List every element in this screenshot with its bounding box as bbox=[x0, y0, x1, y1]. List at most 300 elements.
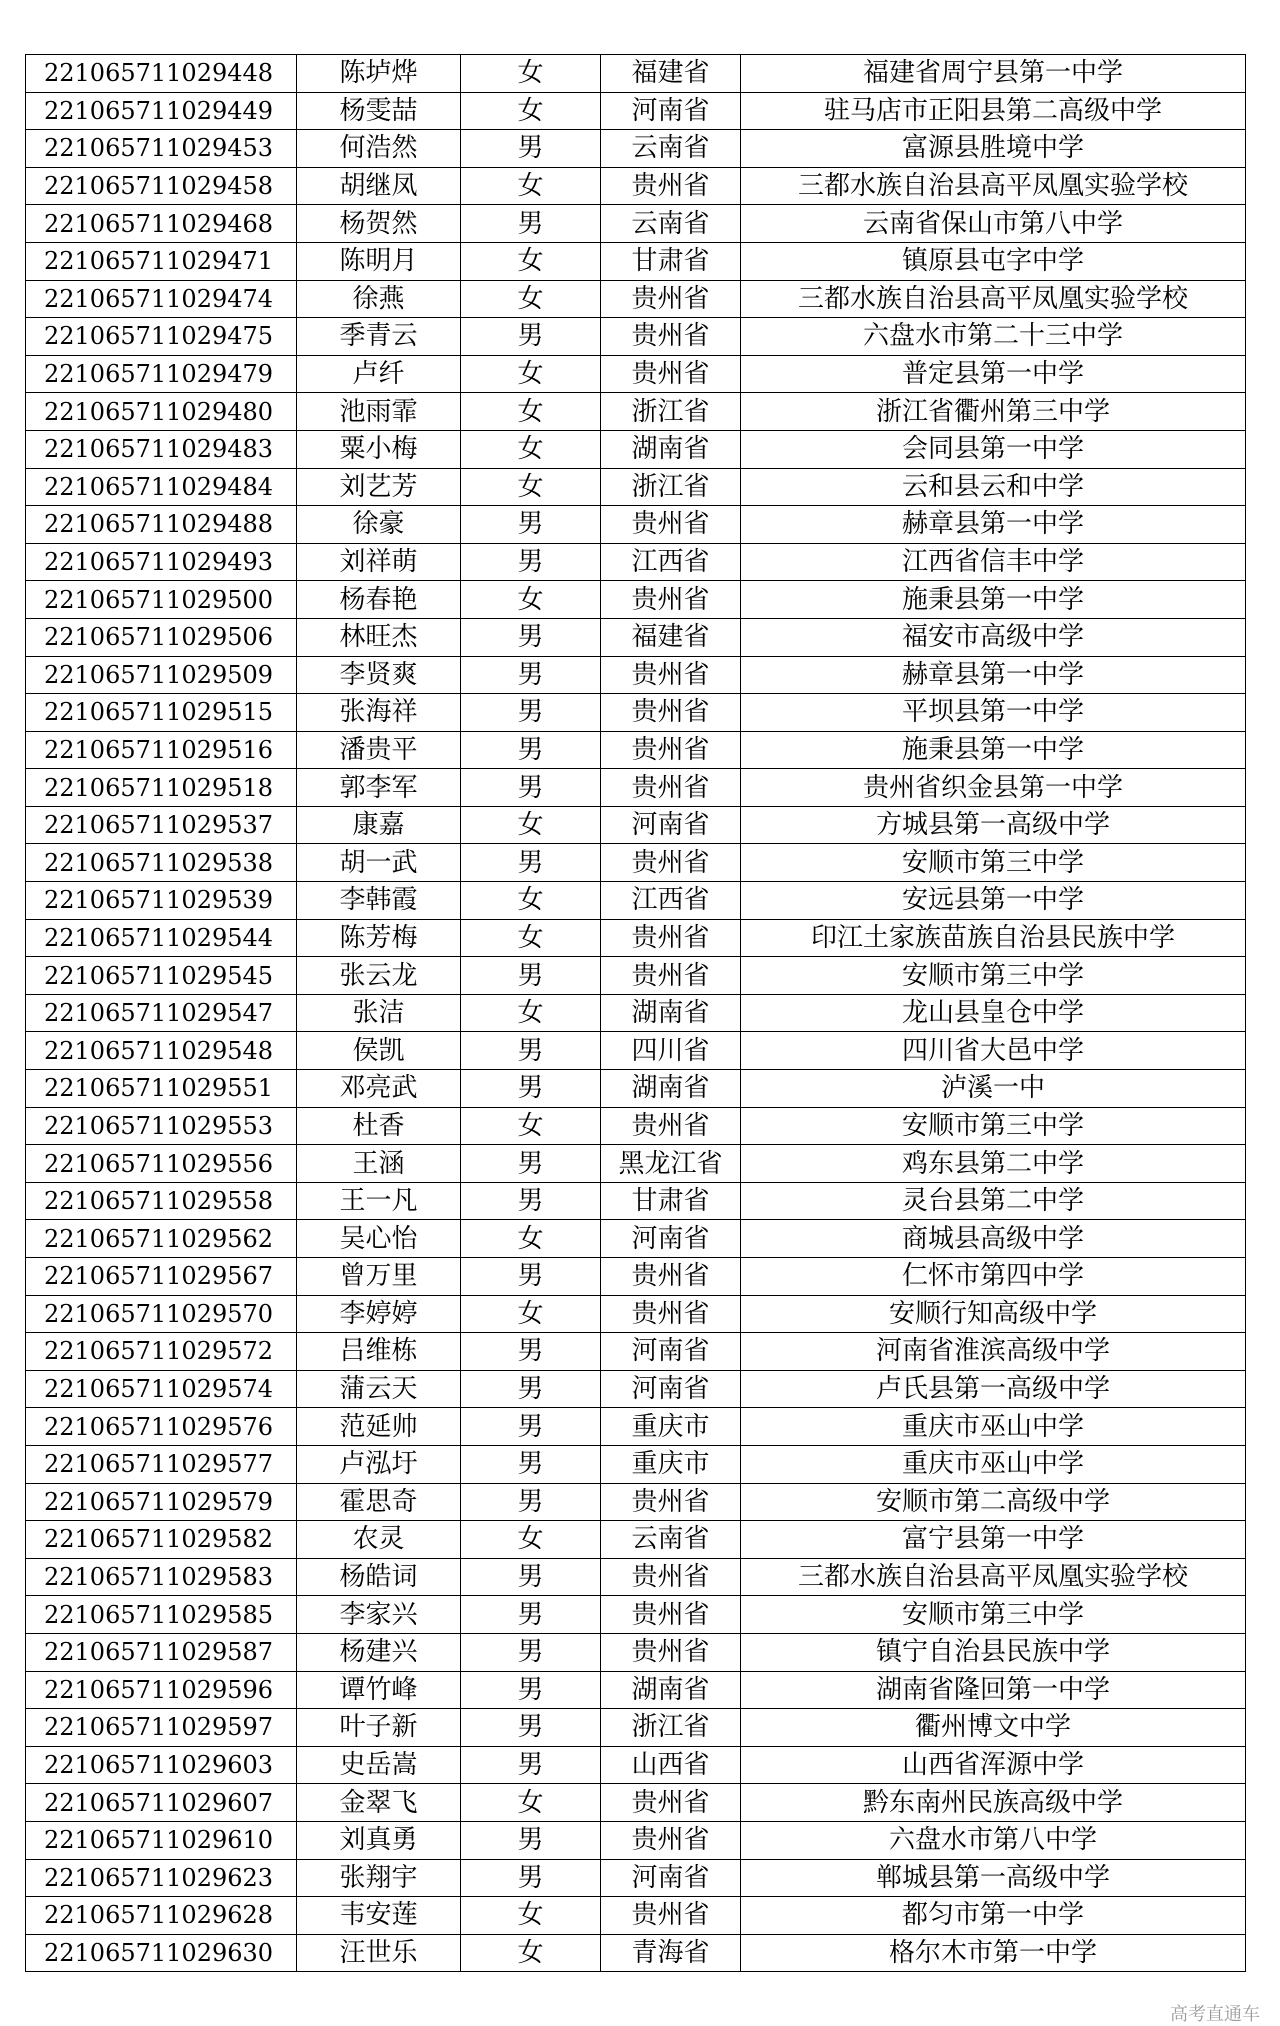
table-row bbox=[26, 1445, 1246, 1483]
student-id-cell: 221065711029480 bbox=[26, 393, 297, 431]
table-row bbox=[26, 1145, 1246, 1183]
student-id-cell: 221065711029596 bbox=[26, 1671, 297, 1709]
name-cell: 谭竹峰 bbox=[297, 1671, 461, 1709]
name-cell: 杜香 bbox=[297, 1107, 461, 1145]
province-cell: 湖南省 bbox=[601, 1070, 741, 1108]
name-cell: 卢泓圩 bbox=[297, 1445, 461, 1483]
province-cell: 贵州省 bbox=[601, 1897, 741, 1935]
table-row bbox=[26, 1709, 1246, 1747]
student-id-cell: 221065711029630 bbox=[26, 1934, 297, 1972]
province-cell: 贵州省 bbox=[601, 1596, 741, 1634]
student-id-cell: 221065711029577 bbox=[26, 1445, 297, 1483]
name-cell: 陈垆烨 bbox=[297, 55, 461, 93]
province-cell: 青海省 bbox=[601, 1934, 741, 1972]
student-id-cell: 221065711029572 bbox=[26, 1333, 297, 1371]
table-row bbox=[26, 769, 1246, 807]
school-cell: 灵台县第二中学 bbox=[741, 1182, 1246, 1220]
table-row bbox=[26, 581, 1246, 619]
name-cell: 陈芳梅 bbox=[297, 919, 461, 957]
admission-roster-table bbox=[25, 54, 1246, 1972]
province-cell: 浙江省 bbox=[601, 468, 741, 506]
province-cell: 河南省 bbox=[601, 1220, 741, 1258]
gender-cell: 女 bbox=[461, 1934, 601, 1972]
gender-cell: 女 bbox=[461, 919, 601, 957]
name-cell: 林旺杰 bbox=[297, 618, 461, 656]
name-cell: 范延帅 bbox=[297, 1408, 461, 1446]
province-cell: 湖南省 bbox=[601, 1671, 741, 1709]
name-cell: 季青云 bbox=[297, 318, 461, 356]
province-cell: 云南省 bbox=[601, 1521, 741, 1559]
student-id-cell: 221065711029471 bbox=[26, 242, 297, 280]
name-cell: 康嘉 bbox=[297, 806, 461, 844]
student-id-cell: 221065711029544 bbox=[26, 919, 297, 957]
province-cell: 甘肃省 bbox=[601, 1182, 741, 1220]
gender-cell: 女 bbox=[461, 167, 601, 205]
province-cell: 贵州省 bbox=[601, 1258, 741, 1296]
student-id-cell: 221065711029574 bbox=[26, 1370, 297, 1408]
gender-cell: 男 bbox=[461, 205, 601, 243]
province-cell: 贵州省 bbox=[601, 919, 741, 957]
province-cell: 云南省 bbox=[601, 205, 741, 243]
table-row bbox=[26, 318, 1246, 356]
school-cell: 镇原县屯字中学 bbox=[741, 242, 1246, 280]
province-cell: 湖南省 bbox=[601, 994, 741, 1032]
gender-cell: 女 bbox=[461, 581, 601, 619]
table-row bbox=[26, 1859, 1246, 1897]
gender-cell: 男 bbox=[461, 1633, 601, 1671]
table-row bbox=[26, 806, 1246, 844]
school-cell: 印江土家族苗族自治县民族中学 bbox=[741, 919, 1246, 957]
student-id-cell: 221065711029576 bbox=[26, 1408, 297, 1446]
student-id-cell: 221065711029483 bbox=[26, 430, 297, 468]
table-row bbox=[26, 430, 1246, 468]
name-cell: 李家兴 bbox=[297, 1596, 461, 1634]
name-cell: 刘祥萌 bbox=[297, 543, 461, 581]
name-cell: 何浩然 bbox=[297, 130, 461, 168]
student-id-cell: 221065711029537 bbox=[26, 806, 297, 844]
gender-cell: 女 bbox=[461, 1295, 601, 1333]
province-cell: 福建省 bbox=[601, 618, 741, 656]
school-cell: 会同县第一中学 bbox=[741, 430, 1246, 468]
name-cell: 杨春艳 bbox=[297, 581, 461, 619]
school-cell: 贵州省织金县第一中学 bbox=[741, 769, 1246, 807]
student-id-cell: 221065711029493 bbox=[26, 543, 297, 581]
school-cell: 浙江省衢州第三中学 bbox=[741, 393, 1246, 431]
name-cell: 张云龙 bbox=[297, 957, 461, 995]
table-row bbox=[26, 694, 1246, 732]
province-cell: 山西省 bbox=[601, 1746, 741, 1784]
province-cell: 河南省 bbox=[601, 1370, 741, 1408]
school-cell: 云南省保山市第八中学 bbox=[741, 205, 1246, 243]
school-cell: 重庆市巫山中学 bbox=[741, 1445, 1246, 1483]
gender-cell: 女 bbox=[461, 468, 601, 506]
name-cell: 杨雯喆 bbox=[297, 92, 461, 130]
province-cell: 浙江省 bbox=[601, 393, 741, 431]
student-id-cell: 221065711029484 bbox=[26, 468, 297, 506]
table-row bbox=[26, 393, 1246, 431]
name-cell: 邓亮武 bbox=[297, 1070, 461, 1108]
student-id-cell: 221065711029610 bbox=[26, 1821, 297, 1859]
table-row bbox=[26, 242, 1246, 280]
name-cell: 刘艺芳 bbox=[297, 468, 461, 506]
name-cell: 侯凯 bbox=[297, 1032, 461, 1070]
school-cell: 重庆市巫山中学 bbox=[741, 1408, 1246, 1446]
school-cell: 赫章县第一中学 bbox=[741, 656, 1246, 694]
school-cell: 龙山县皇仓中学 bbox=[741, 994, 1246, 1032]
school-cell: 湖南省隆回第一中学 bbox=[741, 1671, 1246, 1709]
province-cell: 黑龙江省 bbox=[601, 1145, 741, 1183]
table-row bbox=[26, 919, 1246, 957]
gender-cell: 男 bbox=[461, 1859, 601, 1897]
name-cell: 王一凡 bbox=[297, 1182, 461, 1220]
table-row bbox=[26, 1483, 1246, 1521]
school-cell: 鸡东县第二中学 bbox=[741, 1145, 1246, 1183]
student-id-cell: 221065711029597 bbox=[26, 1709, 297, 1747]
school-cell: 镇宁自治县民族中学 bbox=[741, 1633, 1246, 1671]
table-row bbox=[26, 1558, 1246, 1596]
school-cell: 安顺市第二高级中学 bbox=[741, 1483, 1246, 1521]
student-id-cell: 221065711029567 bbox=[26, 1258, 297, 1296]
gender-cell: 男 bbox=[461, 1709, 601, 1747]
student-id-cell: 221065711029603 bbox=[26, 1746, 297, 1784]
gender-cell: 男 bbox=[461, 1408, 601, 1446]
table-row bbox=[26, 1746, 1246, 1784]
gender-cell: 男 bbox=[461, 1746, 601, 1784]
name-cell: 王涵 bbox=[297, 1145, 461, 1183]
province-cell: 贵州省 bbox=[601, 1295, 741, 1333]
school-cell: 赫章县第一中学 bbox=[741, 506, 1246, 544]
student-id-cell: 221065711029583 bbox=[26, 1558, 297, 1596]
province-cell: 贵州省 bbox=[601, 957, 741, 995]
table-row bbox=[26, 280, 1246, 318]
table-row bbox=[26, 205, 1246, 243]
student-id-cell: 221065711029585 bbox=[26, 1596, 297, 1634]
gender-cell: 女 bbox=[461, 1897, 601, 1935]
table-row bbox=[26, 1107, 1246, 1145]
province-cell: 云南省 bbox=[601, 130, 741, 168]
student-id-cell: 221065711029579 bbox=[26, 1483, 297, 1521]
gender-cell: 女 bbox=[461, 882, 601, 920]
gender-cell: 男 bbox=[461, 130, 601, 168]
school-cell: 安顺市第三中学 bbox=[741, 844, 1246, 882]
school-cell: 卢氏县第一高级中学 bbox=[741, 1370, 1246, 1408]
gender-cell: 女 bbox=[461, 1107, 601, 1145]
table-row bbox=[26, 1784, 1246, 1822]
school-cell: 福安市高级中学 bbox=[741, 618, 1246, 656]
name-cell: 杨皓词 bbox=[297, 1558, 461, 1596]
province-cell: 贵州省 bbox=[601, 355, 741, 393]
student-id-cell: 221065711029479 bbox=[26, 355, 297, 393]
name-cell: 张洁 bbox=[297, 994, 461, 1032]
province-cell: 重庆市 bbox=[601, 1408, 741, 1446]
province-cell: 贵州省 bbox=[601, 1558, 741, 1596]
student-id-cell: 221065711029474 bbox=[26, 280, 297, 318]
name-cell: 杨贺然 bbox=[297, 205, 461, 243]
gender-cell: 男 bbox=[461, 1671, 601, 1709]
province-cell: 福建省 bbox=[601, 55, 741, 93]
name-cell: 汪世乐 bbox=[297, 1934, 461, 1972]
name-cell: 刘真勇 bbox=[297, 1821, 461, 1859]
province-cell: 贵州省 bbox=[601, 1633, 741, 1671]
province-cell: 贵州省 bbox=[601, 318, 741, 356]
province-cell: 贵州省 bbox=[601, 1483, 741, 1521]
table-row bbox=[26, 1671, 1246, 1709]
province-cell: 贵州省 bbox=[601, 1821, 741, 1859]
name-cell: 霍思奇 bbox=[297, 1483, 461, 1521]
province-cell: 重庆市 bbox=[601, 1445, 741, 1483]
school-cell: 都匀市第一中学 bbox=[741, 1897, 1246, 1935]
gender-cell: 女 bbox=[461, 1521, 601, 1559]
gender-cell: 女 bbox=[461, 242, 601, 280]
student-id-cell: 221065711029500 bbox=[26, 581, 297, 619]
gender-cell: 男 bbox=[461, 1596, 601, 1634]
province-cell: 湖南省 bbox=[601, 430, 741, 468]
school-cell: 普定县第一中学 bbox=[741, 355, 1246, 393]
gender-cell: 男 bbox=[461, 1070, 601, 1108]
gender-cell: 女 bbox=[461, 393, 601, 431]
student-id-cell: 221065711029509 bbox=[26, 656, 297, 694]
province-cell: 贵州省 bbox=[601, 167, 741, 205]
gender-cell: 男 bbox=[461, 731, 601, 769]
table-row bbox=[26, 1220, 1246, 1258]
school-cell: 施秉县第一中学 bbox=[741, 731, 1246, 769]
table-row bbox=[26, 1032, 1246, 1070]
student-id-cell: 221065711029516 bbox=[26, 731, 297, 769]
watermark-text: 高考直通车 bbox=[1170, 2004, 1260, 2025]
table-row bbox=[26, 1934, 1246, 1972]
student-id-cell: 221065711029556 bbox=[26, 1145, 297, 1183]
table-row bbox=[26, 618, 1246, 656]
name-cell: 农灵 bbox=[297, 1521, 461, 1559]
province-cell: 浙江省 bbox=[601, 1709, 741, 1747]
name-cell: 吴心怡 bbox=[297, 1220, 461, 1258]
province-cell: 江西省 bbox=[601, 882, 741, 920]
table-row bbox=[26, 844, 1246, 882]
name-cell: 张翔宇 bbox=[297, 1859, 461, 1897]
gender-cell: 男 bbox=[461, 543, 601, 581]
name-cell: 李贤爽 bbox=[297, 656, 461, 694]
school-cell: 安顺市第三中学 bbox=[741, 957, 1246, 995]
school-cell: 江西省信丰中学 bbox=[741, 543, 1246, 581]
school-cell: 衢州博文中学 bbox=[741, 1709, 1246, 1747]
gender-cell: 男 bbox=[461, 844, 601, 882]
table-row bbox=[26, 1295, 1246, 1333]
table-row bbox=[26, 167, 1246, 205]
table-row bbox=[26, 731, 1246, 769]
gender-cell: 女 bbox=[461, 994, 601, 1032]
table-row bbox=[26, 1258, 1246, 1296]
table-row bbox=[26, 994, 1246, 1032]
gender-cell: 女 bbox=[461, 1784, 601, 1822]
school-cell: 安顺行知高级中学 bbox=[741, 1295, 1246, 1333]
student-id-cell: 221065711029570 bbox=[26, 1295, 297, 1333]
gender-cell: 男 bbox=[461, 656, 601, 694]
student-id-cell: 221065711029448 bbox=[26, 55, 297, 93]
gender-cell: 男 bbox=[461, 1032, 601, 1070]
table-row bbox=[26, 1897, 1246, 1935]
gender-cell: 女 bbox=[461, 280, 601, 318]
student-id-cell: 221065711029628 bbox=[26, 1897, 297, 1935]
province-cell: 河南省 bbox=[601, 1333, 741, 1371]
table-row bbox=[26, 1521, 1246, 1559]
gender-cell: 男 bbox=[461, 1483, 601, 1521]
school-cell: 富源县胜境中学 bbox=[741, 130, 1246, 168]
student-id-cell: 221065711029515 bbox=[26, 694, 297, 732]
name-cell: 李韩霞 bbox=[297, 882, 461, 920]
gender-cell: 女 bbox=[461, 430, 601, 468]
school-cell: 施秉县第一中学 bbox=[741, 581, 1246, 619]
table-row bbox=[26, 957, 1246, 995]
province-cell: 贵州省 bbox=[601, 1107, 741, 1145]
gender-cell: 男 bbox=[461, 1370, 601, 1408]
name-cell: 韦安莲 bbox=[297, 1897, 461, 1935]
student-id-cell: 221065711029548 bbox=[26, 1032, 297, 1070]
school-cell: 三都水族自治县高平凤凰实验学校 bbox=[741, 1558, 1246, 1596]
table-row bbox=[26, 882, 1246, 920]
name-cell: 徐燕 bbox=[297, 280, 461, 318]
province-cell: 贵州省 bbox=[601, 731, 741, 769]
table-row bbox=[26, 55, 1246, 93]
name-cell: 胡继凤 bbox=[297, 167, 461, 205]
gender-cell: 男 bbox=[461, 318, 601, 356]
school-cell: 安顺市第三中学 bbox=[741, 1107, 1246, 1145]
student-id-cell: 221065711029587 bbox=[26, 1633, 297, 1671]
table-row bbox=[26, 1821, 1246, 1859]
student-id-cell: 221065711029582 bbox=[26, 1521, 297, 1559]
school-cell: 平坝县第一中学 bbox=[741, 694, 1246, 732]
student-id-cell: 221065711029547 bbox=[26, 994, 297, 1032]
school-cell: 格尔木市第一中学 bbox=[741, 1934, 1246, 1972]
name-cell: 徐豪 bbox=[297, 506, 461, 544]
province-cell: 河南省 bbox=[601, 806, 741, 844]
student-id-cell: 221065711029458 bbox=[26, 167, 297, 205]
student-id-cell: 221065711029607 bbox=[26, 1784, 297, 1822]
table-row bbox=[26, 1408, 1246, 1446]
gender-cell: 男 bbox=[461, 694, 601, 732]
school-cell: 驻马店市正阳县第二高级中学 bbox=[741, 92, 1246, 130]
gender-cell: 男 bbox=[461, 618, 601, 656]
table-row bbox=[26, 1182, 1246, 1220]
table-row bbox=[26, 468, 1246, 506]
gender-cell: 男 bbox=[461, 1145, 601, 1183]
province-cell: 河南省 bbox=[601, 1859, 741, 1897]
province-cell: 贵州省 bbox=[601, 581, 741, 619]
name-cell: 金翠飞 bbox=[297, 1784, 461, 1822]
school-cell: 黔东南州民族高级中学 bbox=[741, 1784, 1246, 1822]
roster-body bbox=[26, 55, 1246, 1972]
name-cell: 曾万里 bbox=[297, 1258, 461, 1296]
province-cell: 贵州省 bbox=[601, 506, 741, 544]
school-cell: 商城县高级中学 bbox=[741, 1220, 1246, 1258]
province-cell: 贵州省 bbox=[601, 280, 741, 318]
name-cell: 潘贵平 bbox=[297, 731, 461, 769]
student-id-cell: 221065711029538 bbox=[26, 844, 297, 882]
name-cell: 粟小梅 bbox=[297, 430, 461, 468]
school-cell: 安顺市第三中学 bbox=[741, 1596, 1246, 1634]
school-cell: 云和县云和中学 bbox=[741, 468, 1246, 506]
student-id-cell: 221065711029449 bbox=[26, 92, 297, 130]
table-row bbox=[26, 130, 1246, 168]
name-cell: 池雨霏 bbox=[297, 393, 461, 431]
school-cell: 郸城县第一高级中学 bbox=[741, 1859, 1246, 1897]
province-cell: 贵州省 bbox=[601, 1784, 741, 1822]
name-cell: 杨建兴 bbox=[297, 1633, 461, 1671]
province-cell: 四川省 bbox=[601, 1032, 741, 1070]
table-row bbox=[26, 92, 1246, 130]
student-id-cell: 221065711029468 bbox=[26, 205, 297, 243]
school-cell: 山西省浑源中学 bbox=[741, 1746, 1246, 1784]
student-id-cell: 221065711029562 bbox=[26, 1220, 297, 1258]
school-cell: 六盘水市第八中学 bbox=[741, 1821, 1246, 1859]
gender-cell: 女 bbox=[461, 55, 601, 93]
school-cell: 方城县第一高级中学 bbox=[741, 806, 1246, 844]
student-id-cell: 221065711029475 bbox=[26, 318, 297, 356]
gender-cell: 男 bbox=[461, 957, 601, 995]
province-cell: 江西省 bbox=[601, 543, 741, 581]
school-cell: 四川省大邑中学 bbox=[741, 1032, 1246, 1070]
student-id-cell: 221065711029551 bbox=[26, 1070, 297, 1108]
gender-cell: 男 bbox=[461, 1333, 601, 1371]
name-cell: 陈明月 bbox=[297, 242, 461, 280]
gender-cell: 男 bbox=[461, 769, 601, 807]
student-id-cell: 221065711029558 bbox=[26, 1182, 297, 1220]
province-cell: 河南省 bbox=[601, 92, 741, 130]
student-id-cell: 221065711029539 bbox=[26, 882, 297, 920]
table-row bbox=[26, 506, 1246, 544]
table-row bbox=[26, 656, 1246, 694]
gender-cell: 男 bbox=[461, 1558, 601, 1596]
school-cell: 六盘水市第二十三中学 bbox=[741, 318, 1246, 356]
gender-cell: 女 bbox=[461, 92, 601, 130]
school-cell: 仁怀市第四中学 bbox=[741, 1258, 1246, 1296]
province-cell: 贵州省 bbox=[601, 656, 741, 694]
name-cell: 吕维栋 bbox=[297, 1333, 461, 1371]
table-row bbox=[26, 1333, 1246, 1371]
gender-cell: 男 bbox=[461, 1445, 601, 1483]
school-cell: 泸溪一中 bbox=[741, 1070, 1246, 1108]
student-id-cell: 221065711029623 bbox=[26, 1859, 297, 1897]
table-row bbox=[26, 1070, 1246, 1108]
gender-cell: 男 bbox=[461, 1182, 601, 1220]
student-id-cell: 221065711029545 bbox=[26, 957, 297, 995]
school-cell: 河南省淮滨高级中学 bbox=[741, 1333, 1246, 1371]
name-cell: 史岳嵩 bbox=[297, 1746, 461, 1784]
gender-cell: 女 bbox=[461, 355, 601, 393]
table-row bbox=[26, 1370, 1246, 1408]
school-cell: 三都水族自治县高平凤凰实验学校 bbox=[741, 280, 1246, 318]
gender-cell: 男 bbox=[461, 1258, 601, 1296]
name-cell: 卢纤 bbox=[297, 355, 461, 393]
province-cell: 贵州省 bbox=[601, 844, 741, 882]
gender-cell: 男 bbox=[461, 1821, 601, 1859]
name-cell: 叶子新 bbox=[297, 1709, 461, 1747]
student-id-cell: 221065711029453 bbox=[26, 130, 297, 168]
gender-cell: 女 bbox=[461, 806, 601, 844]
table-row bbox=[26, 355, 1246, 393]
province-cell: 甘肃省 bbox=[601, 242, 741, 280]
school-cell: 富宁县第一中学 bbox=[741, 1521, 1246, 1559]
table-row bbox=[26, 543, 1246, 581]
name-cell: 胡一武 bbox=[297, 844, 461, 882]
gender-cell: 男 bbox=[461, 506, 601, 544]
student-id-cell: 221065711029518 bbox=[26, 769, 297, 807]
school-cell: 福建省周宁县第一中学 bbox=[741, 55, 1246, 93]
name-cell: 郭李军 bbox=[297, 769, 461, 807]
name-cell: 蒲云天 bbox=[297, 1370, 461, 1408]
school-cell: 三都水族自治县高平凤凰实验学校 bbox=[741, 167, 1246, 205]
school-cell: 安远县第一中学 bbox=[741, 882, 1246, 920]
province-cell: 贵州省 bbox=[601, 694, 741, 732]
